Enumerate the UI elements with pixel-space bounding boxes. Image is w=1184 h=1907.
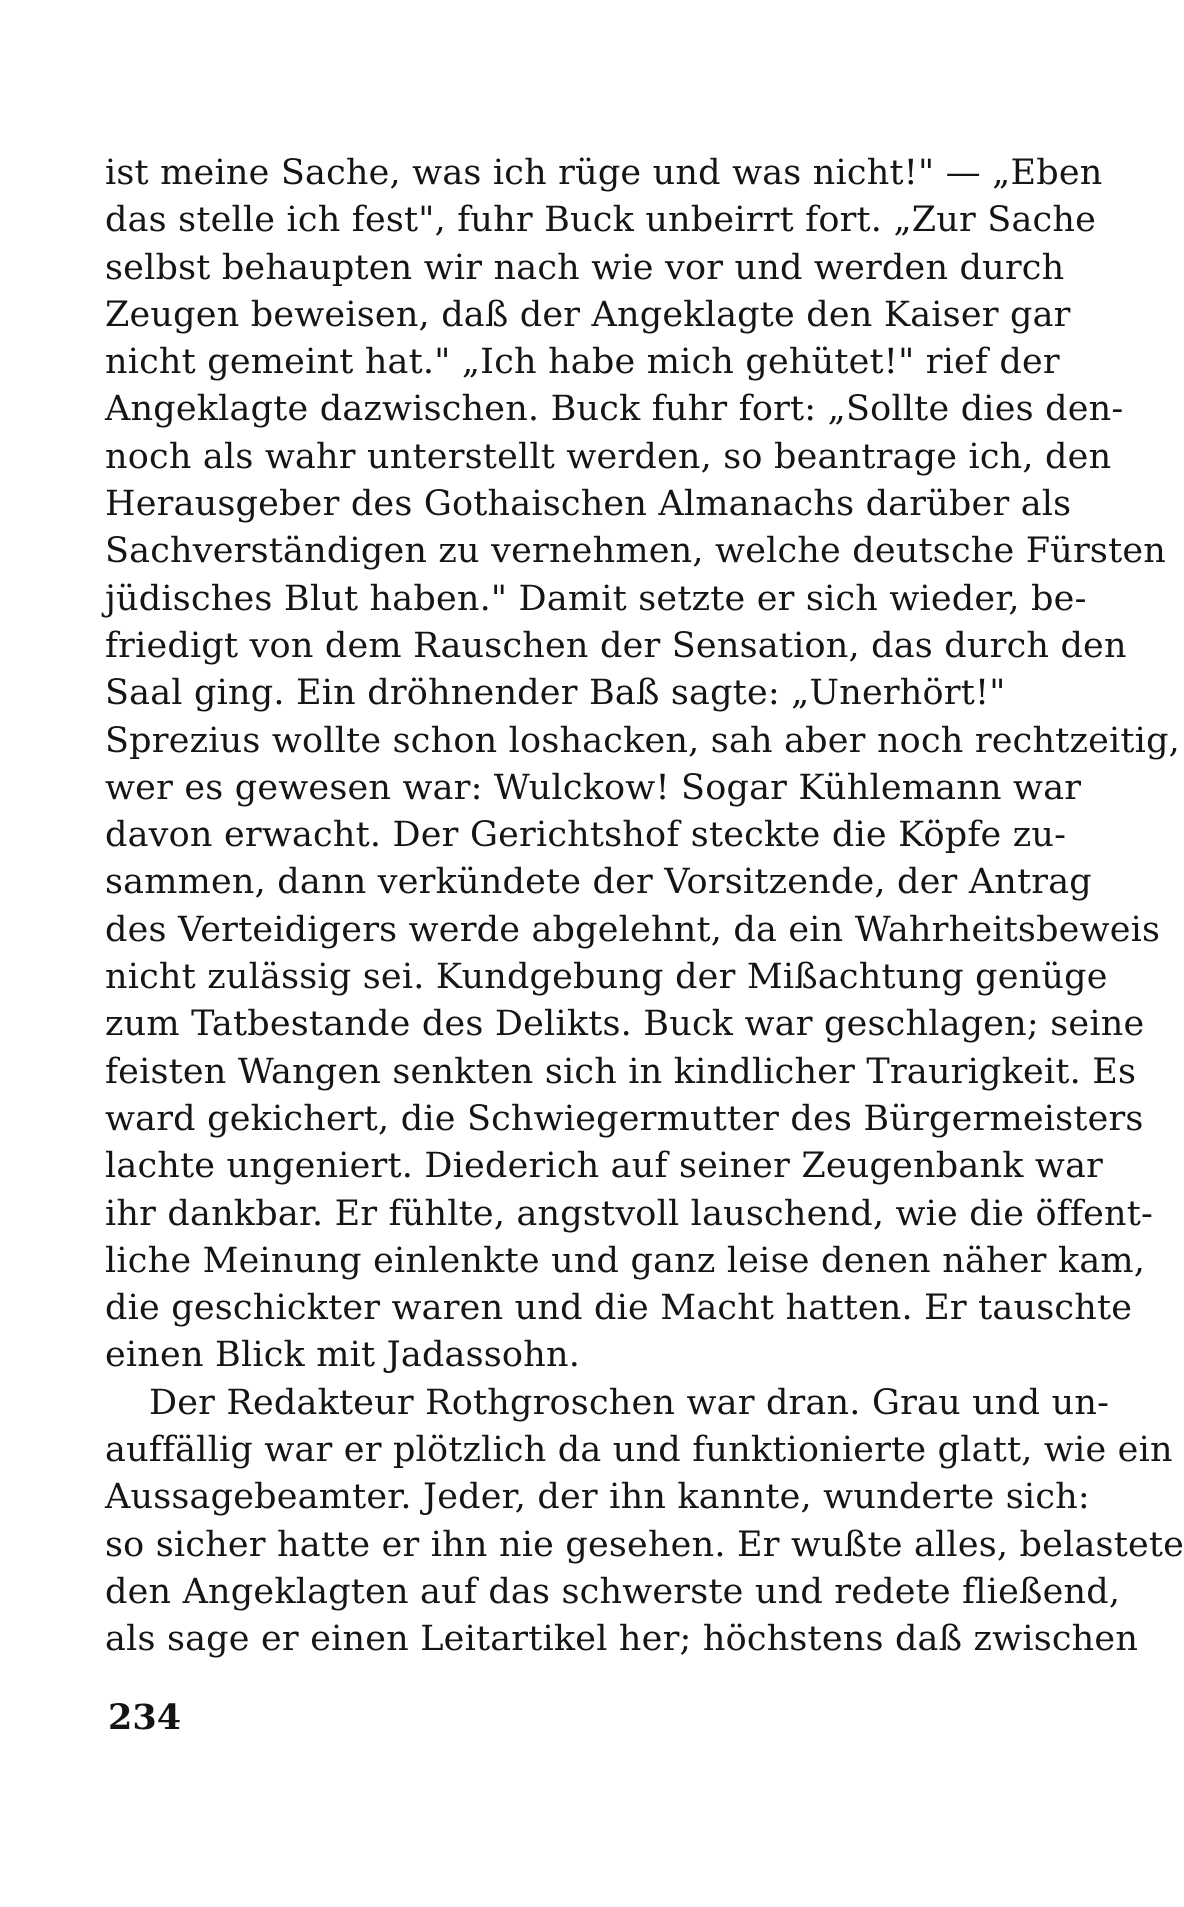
text-line: ward gekichert, die Schwiegermutter des Bürgermeisters — [105, 1098, 1144, 1139]
text-line: liche Meinung einlenkte und ganz leise denen näher kam, — [105, 1240, 1146, 1281]
text-line: davon erwacht. Der Gerichtshof steckte die Köpfe zu- — [105, 815, 1067, 856]
text-line: die geschickter waren und die Macht hatten. Er tauschte — [105, 1288, 1133, 1329]
text-line: das stelle ich fest", fuhr Buck unbeirrt fort. „Zur Sache — [105, 200, 1096, 241]
text-line: zum Tatbestande des Delikts. Buck war geschlagen; seine — [105, 1004, 1145, 1045]
text-line: nicht gemeint hat." „Ich habe mich gehütet!" rief der — [105, 342, 1060, 383]
text-line: Sachverständigen zu vernehmen, welche deutsche Fürsten — [105, 531, 1166, 572]
text-line: noch als wahr unterstellt werden, so beantrage ich, den — [105, 436, 1112, 477]
text-line: so sicher hatte er ihn nie gesehen. Er wußte alles, belastete — [105, 1524, 1184, 1565]
paragraph-start-line: Der Redakteur Rothgroschen war dran. Grau und un- — [149, 1382, 1110, 1423]
text-line: wer es gewesen war: Wulckow! Sogar Kühlemann war — [105, 767, 1082, 808]
text-line: als sage er einen Leitartikel her; höchstens daß zwischen — [105, 1619, 1139, 1660]
text-line: Saal ging. Ein dröhnender Baß sagte: „Unerhört!" — [105, 673, 1006, 714]
text-line: sammen, dann verkündete der Vorsitzende, der Antrag — [105, 862, 1092, 903]
text-line: des Verteidigers werde abgelehnt, da ein Wahrheitsbeweis — [105, 909, 1161, 950]
text-line: auffällig war er plötzlich da und funktionierte glatt, wie ein — [105, 1430, 1173, 1471]
text-line: friedigt von dem Rauschen der Sensation, das durch den — [105, 625, 1127, 666]
page-number: 234 — [108, 1697, 182, 1738]
text-line: Aussagebeamter. Jeder, der ihn kannte, wunderte sich: — [105, 1477, 1090, 1518]
text-line: den Angeklagten auf das schwerste und redete fließend, — [105, 1571, 1121, 1612]
text-line: Herausgeber des Gothaischen Almanachs darüber als — [105, 484, 1072, 525]
text-line: Angeklagte dazwischen. Buck fuhr fort: „Sollte dies den- — [105, 389, 1124, 430]
text-line: Sprezius wollte schon loshacken, sah aber noch rechtzeitig, — [105, 720, 1181, 761]
text-line: Zeugen beweisen, daß der Angeklagte den Kaiser gar — [105, 294, 1071, 335]
text-line: einen Blick mit Jadassohn. — [105, 1335, 581, 1376]
text-line: ist meine Sache, was ich rüge und was nicht!" — „Eben — [105, 153, 1103, 193]
text-line: jüdisches Blut haben." Damit setzte er sich wieder, be- — [105, 578, 1087, 619]
text-line: ihr dankbar. Er fühlte, angstvoll lauschend, wie die öffent- — [105, 1193, 1154, 1234]
text-line: feisten Wangen senkten sich in kindlicher Traurigkeit. Es — [105, 1051, 1137, 1092]
text-line: lachte ungeniert. Diederich auf seiner Zeugenbank war — [105, 1146, 1104, 1187]
body-text — [105, 150, 1184, 1664]
text-line: selbst behaupten wir nach wie vor und werden durch — [105, 247, 1065, 288]
text-line: nicht zulässig sei. Kundgebung der Mißachtung genüge — [105, 957, 1108, 998]
